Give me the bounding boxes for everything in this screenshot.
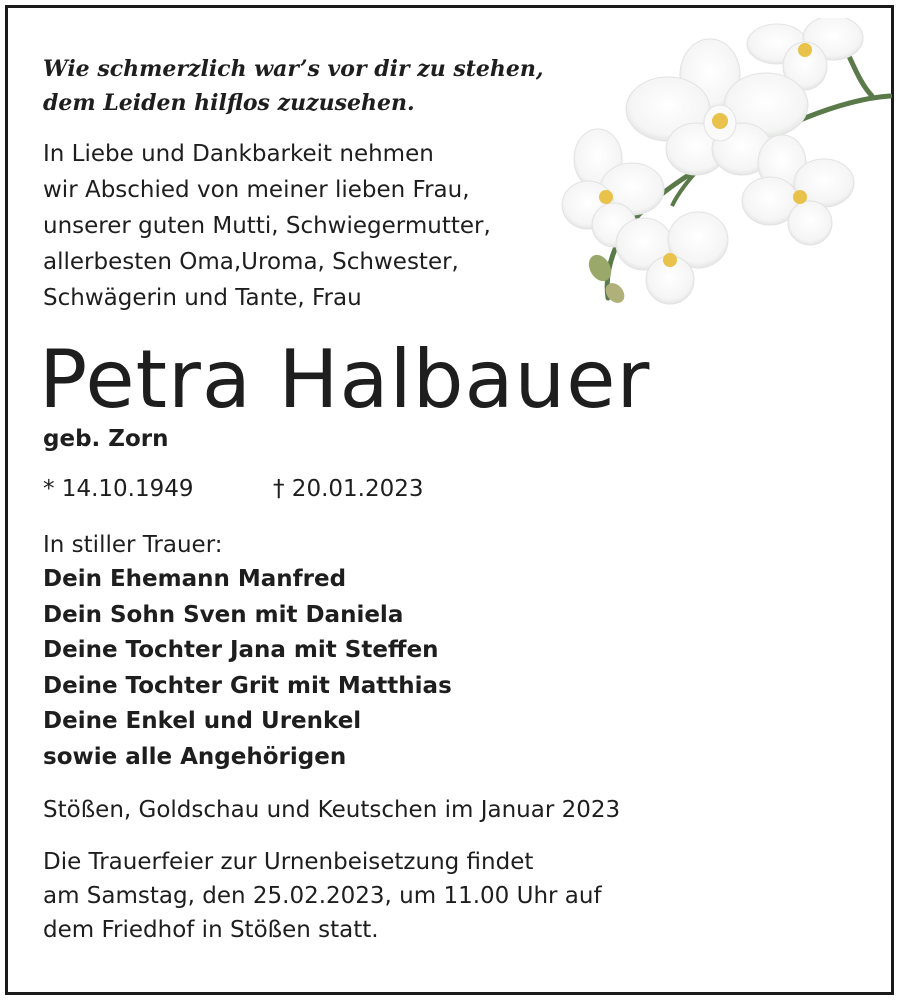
motto	[43, 52, 863, 120]
mourner-item: Deine Tochter Grit mit Matthias	[43, 672, 452, 699]
deceased-name: Petra Halbauer	[39, 333, 651, 426]
mourner-item: Deine Enkel und Urenkel	[43, 708, 362, 734]
mourner-item: Dein Sohn Sven mit Daniela	[43, 601, 404, 628]
ceremony-line: am Samstag, den 25.02.2023, um 11.00 Uhr auf	[43, 883, 602, 909]
mourners-label: In stiller Trauer:	[43, 532, 223, 558]
mourner-item: sowie alle Angehörigen	[43, 743, 347, 770]
birth-date: * 14.10.1949	[43, 476, 194, 502]
ceremony-info	[43, 845, 863, 947]
motto-line: dem Leiden hilflos zuzusehen.	[43, 90, 415, 116]
intro-text	[43, 136, 863, 316]
life-dates	[43, 472, 863, 506]
intro-line: unserer guten Mutti, Schwiegermutter,	[43, 213, 491, 239]
intro-line: allerbesten Oma,Uroma, Schwester,	[43, 249, 459, 275]
mourner-item: Dein Ehemann Manfred	[43, 566, 347, 592]
ceremony-line: dem Friedhof in Stößen statt.	[43, 917, 379, 943]
death-date: † 20.01.2023	[273, 476, 424, 502]
intro-line: Schwägerin und Tante, Frau	[43, 285, 362, 311]
motto-line: Wie schmerzlich war’s vor dir zu stehen,	[43, 56, 544, 82]
obituary-content	[39, 52, 863, 947]
birth-name: geb. Zorn	[43, 426, 169, 452]
intro-line: wir Abschied von meiner lieben Frau,	[43, 177, 470, 203]
ceremony-line: Die Trauerfeier zur Urnenbeisetzung findet	[43, 849, 534, 875]
place-date: Stößen, Goldschau und Keutschen im Januar 2023	[43, 797, 621, 823]
mourners-list	[43, 562, 863, 775]
intro-line: In Liebe und Dankbarkeit nehmen	[43, 141, 434, 167]
mourner-item: Deine Tochter Jana mit Steffen	[43, 637, 439, 663]
